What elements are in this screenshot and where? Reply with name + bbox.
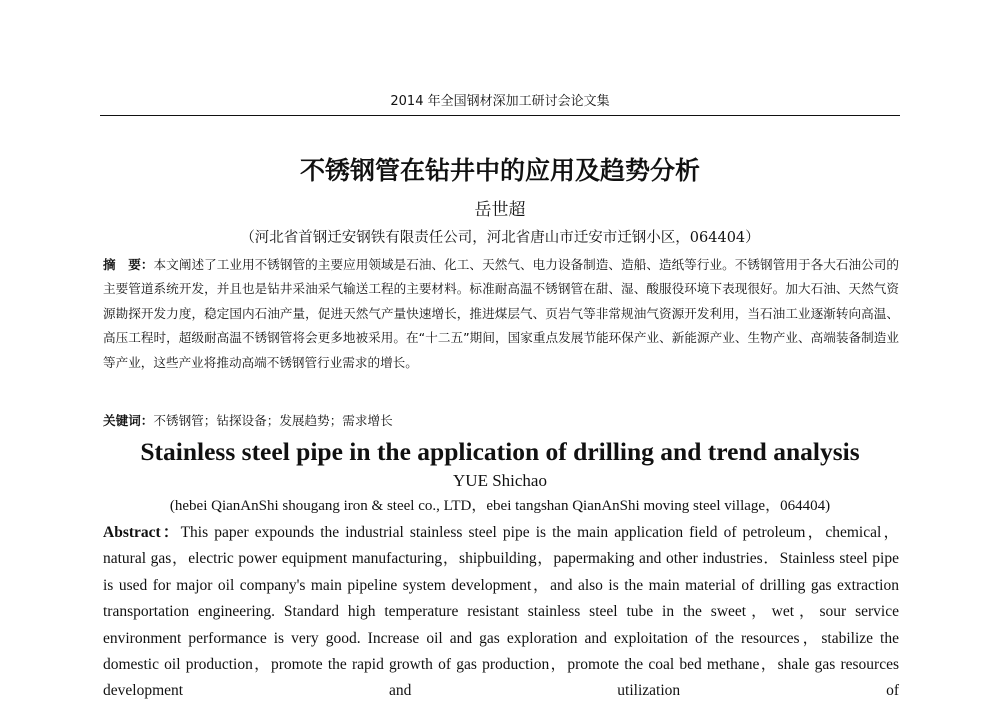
- paper-title-chinese: 不锈钢管在钻井中的应用及趋势分析: [299, 156, 700, 185]
- abstract-label-english: Abstract：: [103, 524, 181, 541]
- author-chinese: 岳世超: [474, 200, 526, 220]
- abstract-text-chinese: 本文阐述了工业用不锈钢管的主要应用领域是石油、化工、天然气、电力设备制造、造船、造纸等行业。不锈钢管用于各大石油公司的主要管道系统开发，并且也是钻井采油采气输送工程的主要材料。标准耐高温不锈钢管在甜、湿、酸服役环境下表现很好。加大石油、天然气资源勘探开发力度，稳定国内石油产量，促进天然气产量快速增长，推进煤层气、页岩气等非常规油气资源开发利用，当石油工业逐渐转向高温、高压工程时，超级耐高温不锈钢管将会更多地被采用。在“十二五”期间，国家重点发展节能环保产业、新能源产业、生物产业、高端装备制造业等产业，这些产业将推动高端不锈钢管行业需求的增长。: [103, 257, 900, 370]
- abstract-chinese: [103, 253, 899, 375]
- keywords-label-chinese: 关键词：: [103, 413, 154, 428]
- header-divider: [100, 115, 900, 116]
- abstract-label-chinese: 摘 要：: [103, 257, 154, 272]
- abstract-text-english: This paper expounds the industrial stainless steel pipe is the main application field of petroleum，chemical，natural gas，electric power equipment manufacturing，shipbuilding，papermaking and other industries．Stainless steel pipe is used for major oil company's main pipeline system development，and also is the main material of drilling gas extraction transportation engineering. Standard high temperature resistant stainless steel tube in the sweet，wet，sour service environment performance is very good. Increase oil and gas exploration and exploitation of the resources，stabilize the domestic oil production，promote the rapid growth of gas production，promote the coal bed methane，shale gas resources development and utilization of: [103, 524, 899, 700]
- abstract-english: [103, 520, 899, 705]
- affiliation-chinese: （河北省首钢迁安钢铁有限责任公司，河北省唐山市迁安市迁钢小区，064404）: [240, 230, 760, 246]
- affiliation-english: (hebei QianAnShi shougang iron & steel co., LTD，ebei tangshan QianAnShi moving steel village，064404): [169, 498, 831, 514]
- author-english: YUE Shichao: [453, 471, 547, 490]
- paper-title-english: Stainless steel pipe in the application of drilling and trend analysis: [140, 437, 860, 466]
- keywords-chinese: [103, 410, 899, 432]
- running-header: 2014 年全国钢材深加工研讨会论文集: [390, 94, 610, 109]
- keywords-text-chinese: 不锈钢管；钻探设备；发展趋势；需求增长: [153, 413, 393, 428]
